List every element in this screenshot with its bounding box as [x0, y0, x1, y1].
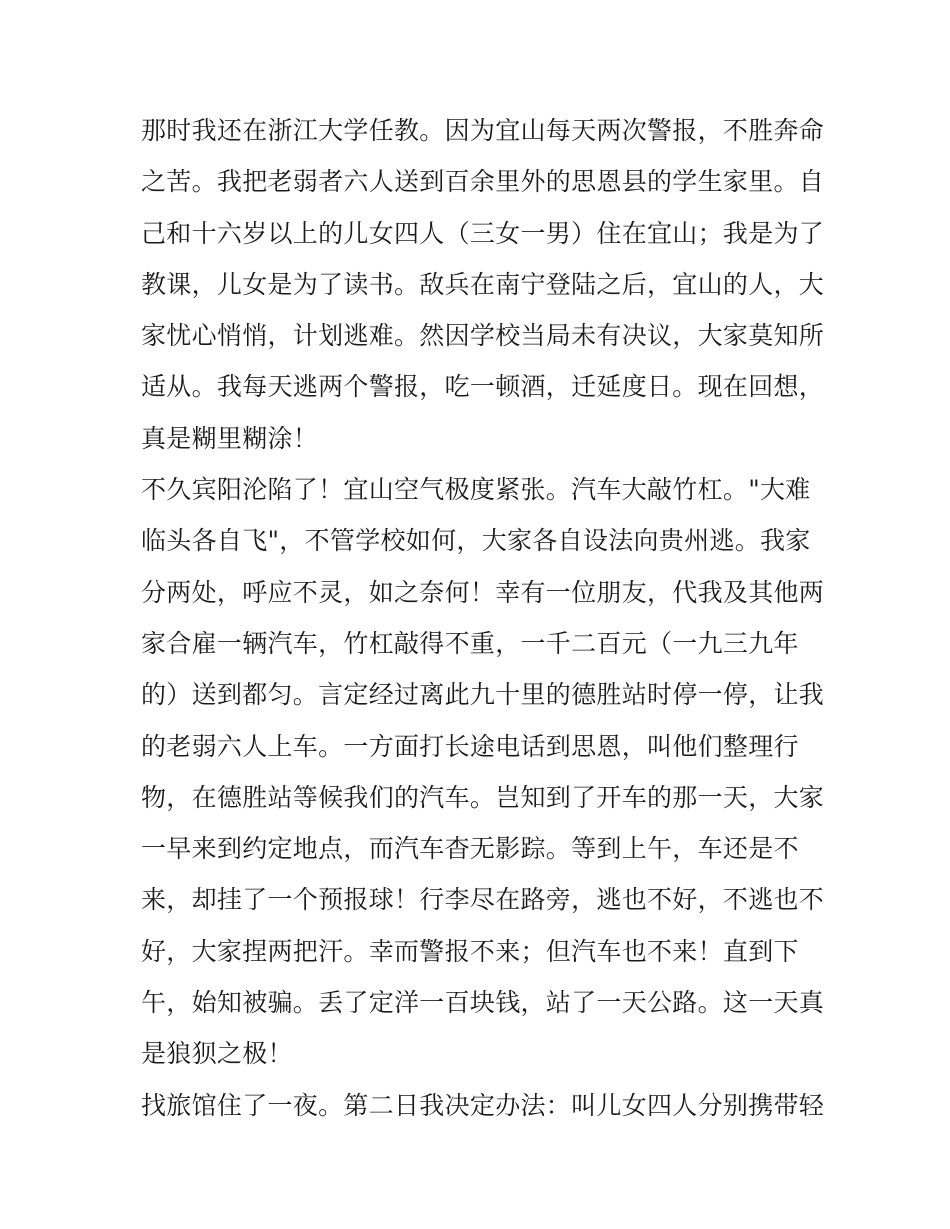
text-line: 真是糊里糊涂！	[141, 423, 319, 453]
body-text	[141, 105, 825, 1131]
text-line: 己和十六岁以上的儿女四人（三女一男）住在宜山；我是为了	[141, 218, 825, 248]
text-line: 找旅馆住了一夜。第二日我决定办法：叫儿女四人分别携带轻	[141, 1090, 825, 1120]
text-line: 之苦。我把老弱者六人送到百余里外的思恩县的学生家里。自	[141, 167, 825, 197]
text-line: 那时我还在浙江大学任教。因为宜山每天两次警报，不胜奔命	[141, 116, 825, 145]
text-line: 不久宾阳沦陷了！宜山空气极度紧张。汽车大敲竹杠。"大难	[141, 475, 811, 505]
text-line: 教课，儿女是为了读书。敌兵在南宁登陆之后，宜山的人，大	[141, 269, 825, 299]
text-line: 一早来到约定地点，而汽车杳无影踪。等到上午，车还是不	[141, 834, 799, 864]
text-line: 家忧心悄悄，计划逃难。然因学校当局未有决议，大家莫知所	[141, 321, 825, 351]
text-line: 午，始知被骗。丢了定洋一百块钱，站了一天公路。这一天真	[141, 988, 825, 1018]
text-line: 临头各自飞"，不管学校如何，大家各自设法向贵州逃。我家	[141, 526, 811, 556]
text-line: 家合雇一辆汽车，竹杠敲得不重，一千二百元（一九三九年	[141, 628, 799, 658]
text-line: 好，大家捏两把汗。幸而警报不来；但汽车也不来！直到下	[141, 936, 799, 966]
text-line: 适从。我每天逃两个警报，吃一顿酒，迁延度日。现在回想，	[141, 372, 825, 402]
text-line: 的老弱六人上车。一方面打长途电话到思恩，叫他们整理行	[141, 731, 799, 761]
text-line: 来，却挂了一个预报球！行李尽在路旁，逃也不好，不逃也不	[141, 885, 825, 915]
text-line: 是狼狈之极！	[141, 1039, 293, 1069]
text-line: 的）送到都匀。言定经过离此九十里的德胜站时停一停，让我	[141, 680, 825, 710]
text-line: 分两处，呼应不灵，如之奈何！幸有一位朋友，代我及其他两	[141, 577, 825, 607]
text-line: 物，在德胜站等候我们的汽车。岂知到了开车的那一天，大家	[141, 782, 825, 812]
